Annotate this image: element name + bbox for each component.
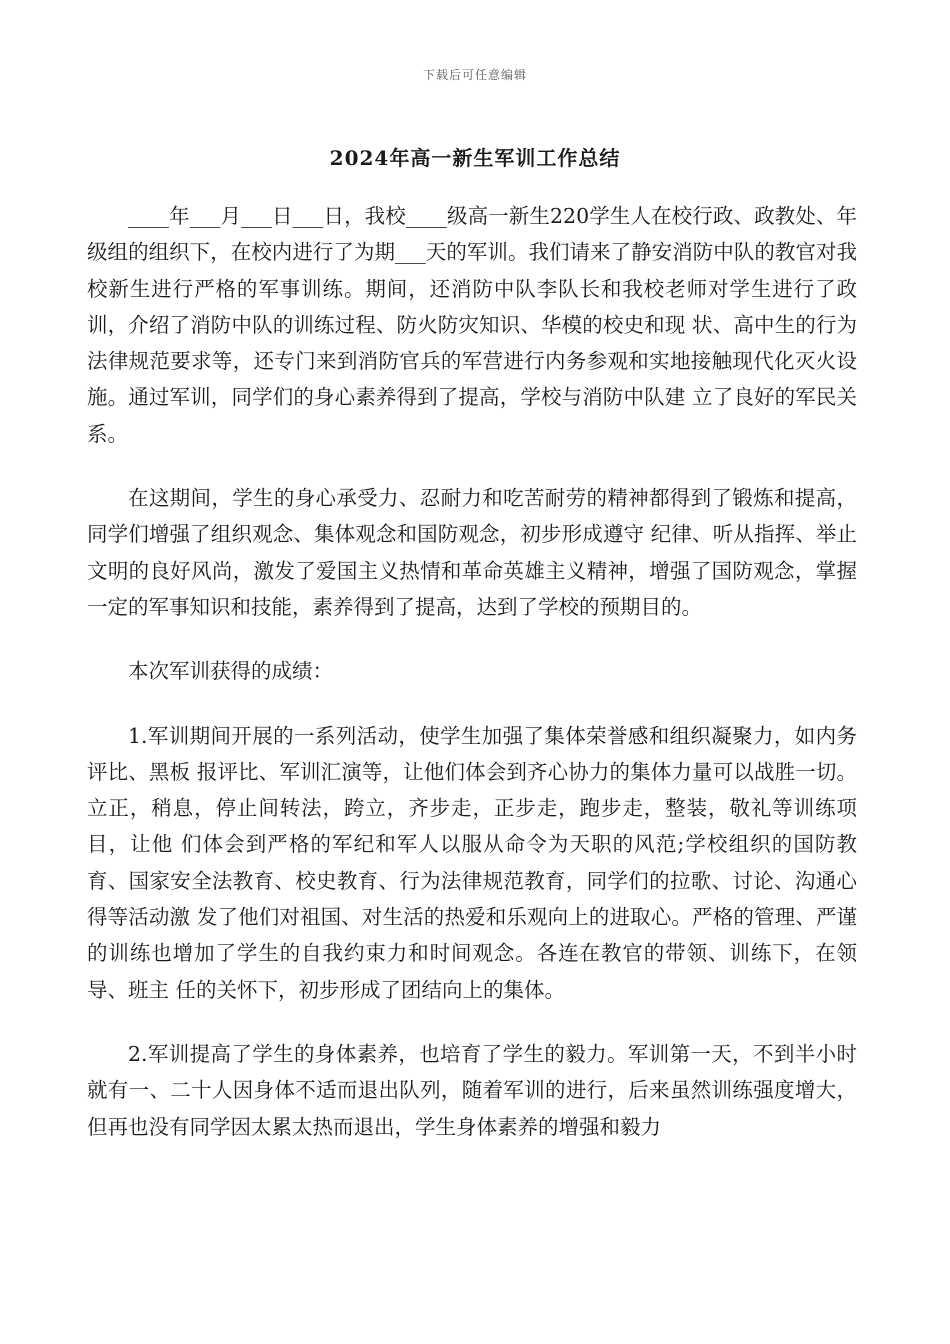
paragraph-achievements-heading: 本次军训获得的成绩：	[128, 659, 333, 684]
paragraph-results-overview: 在这期间，学生的身心承受力、忍耐力和吃苦耐劳的精神都得到了锻炼和提高，同学们增强了组织观念、集体观念和国防观念，初步形成遵守 纪律、听从指挥、举止文明的良好风尚，激发了爱国主义热情和革命英雄主义精神，增强了国防观念，掌握一定的军事知识和技能，素养得到了提高，达到了学校的预期目的。	[87, 486, 857, 619]
document-body	[87, 198, 857, 1173]
document-title: 2024年高一新生军训工作总结	[329, 146, 621, 170]
header-note: 下载后可任意编辑	[422, 68, 527, 82]
paragraph-item-2: 2.军训提高了学生的身体素养，也培育了学生的毅力。军训第一天，不到半小时就有一、二十人因身体不适而退出队列，随着军训的进行，后来虽然训练强度增大，但再也没有同学因太累太热而退出，学生身体素养的增强和毅力	[87, 1041, 857, 1139]
paragraph-intro: ____年___月___日___日，我校____级高一新生220学生人在校行政、政教处、年级组的组织下，在校内进行了为期___天的军训。我们请来了静安消防中队的教官对我校新生进行严格的军事训练。期间，还消防中队李队长和我校老师对学生进行了政训，介绍了消防中队的训练过程、防火防灾知识、华模的校史和现 状、高中生的行为法律规范要求等，还专门来到消防官兵的军营进行内务参观和实地接触现代化灭火设施。通过军训，同学们的身心素养得到了提高，学校与消防中队建 立了良好的军民关系。	[87, 204, 857, 446]
paragraph-item-1: 1.军训期间开展的一系列活动，使学生加强了集体荣誉感和组织凝聚力，如内务评比、黑板 报评比、军训汇演等，让他们体会到齐心协力的集体力量可以战胜一切。立正，稍息，停止间转法，跨立，齐步走，正步走，跑步走，整装，敬礼等训练项目，让他 们体会到严格的军纪和军人以服从命令为天职的风范;学校组织的国防教育、国家安全法教育、校史教育、行为法律规范教育，同学们的拉歌、讨论、沟通心得等活动激 发了他们对祖国、对生活的热爱和乐观向上的进取心。严格的管理、严谨的训练也增加了学生的自我约束力和时间观念。各连在教官的带领、训练下，在领导、班主 任的关怀下，初步形成了团结向上的集体。	[87, 723, 857, 1002]
